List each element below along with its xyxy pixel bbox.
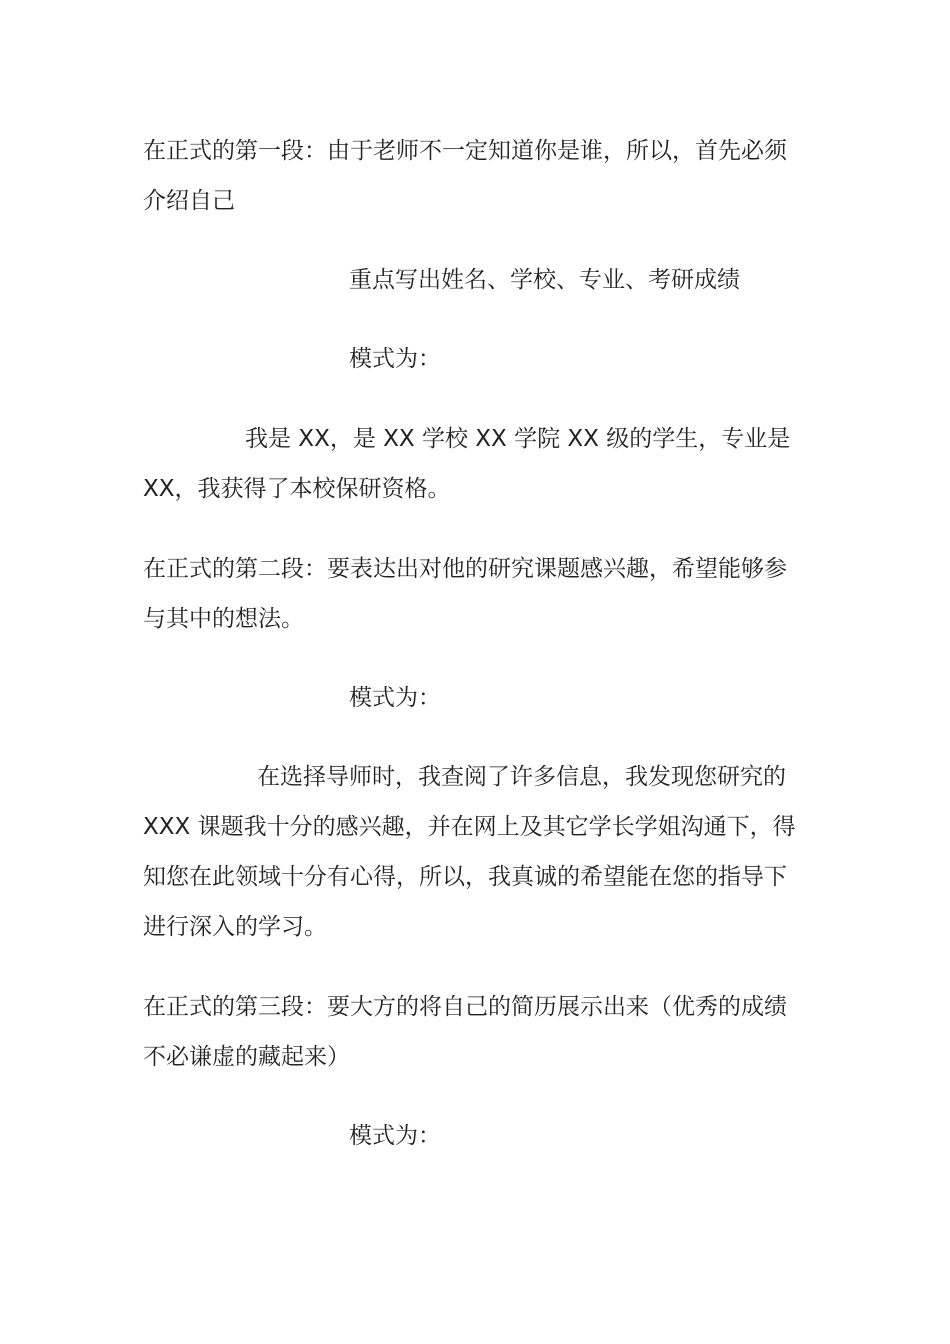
- example2-line1: 在选择导师时，我查阅了许多信息，我发现您研究的: [257, 764, 786, 790]
- example1-line1: 我是 XX，是 XX 学校 XX 学院 XX 级的学生，专业是: [245, 426, 791, 452]
- para1-line2: 介绍自己: [143, 188, 235, 214]
- para1-line1: 在正式的第一段：由于老师不一定知道你是谁，所以，首先必须: [143, 138, 787, 164]
- para2-line2: 与其中的想法。: [143, 606, 304, 632]
- mode-label-1: 模式为：: [349, 346, 441, 372]
- para3-line1: 在正式的第三段：要大方的将自己的简历展示出来（优秀的成绩: [143, 994, 787, 1020]
- example2-line2: XXX 课题我十分的感兴趣，并在网上及其它学长学姐沟通下，得: [143, 814, 796, 840]
- example2-line4: 进行深入的学习。: [143, 914, 327, 940]
- mode-label-3: 模式为：: [349, 1123, 441, 1149]
- para2-line1: 在正式的第二段：要表达出对他的研究课题感兴趣，希望能够参: [143, 556, 787, 582]
- example2-line3: 知您在此领域十分有心得，所以，我真诚的希望能在您的指导下: [143, 864, 787, 890]
- para3-line2: 不必谦虚的藏起来）: [143, 1044, 350, 1070]
- mode-label-2: 模式为：: [349, 685, 441, 711]
- para1-key-point: 重点写出姓名、学校、专业、考研成绩: [349, 267, 740, 293]
- example1-line2: XX，我获得了本校保研资格。: [143, 476, 451, 502]
